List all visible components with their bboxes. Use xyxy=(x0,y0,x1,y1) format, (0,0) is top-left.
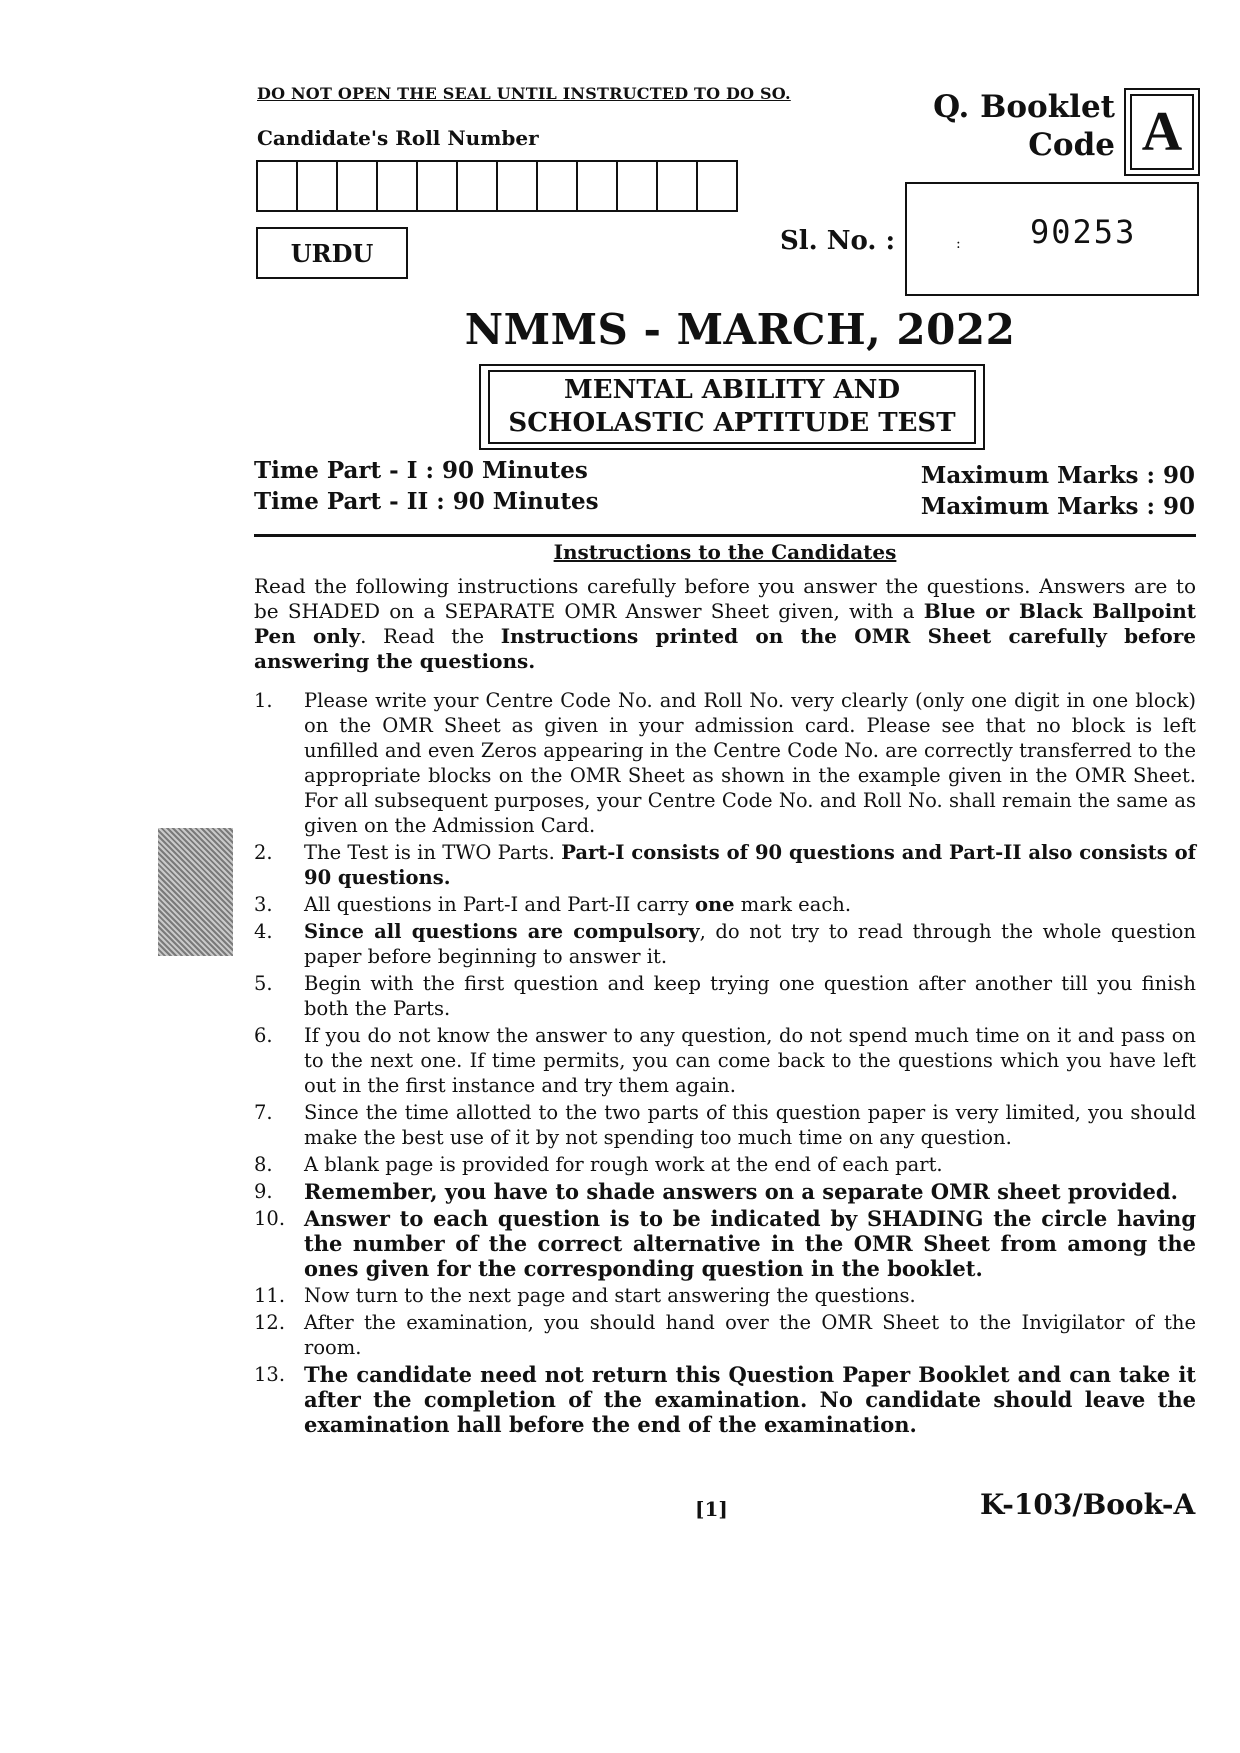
list-item xyxy=(254,971,1196,1021)
instructions-list xyxy=(254,688,1196,1439)
instructions-intro xyxy=(254,574,1196,674)
item-text: Since the time allotted to the two parts of this question paper is very limited, you should make the best use of it by not spending too much time on any question. xyxy=(304,1101,1196,1149)
intro-text: Read the following instructions carefully before you answer the questions. Answers are to be SHADED on a SEPARATE OMR Answer Sheet given, with a xyxy=(254,574,1196,623)
booklet-code-letter: A xyxy=(1130,94,1194,170)
item-number: 11. xyxy=(254,1284,286,1307)
time-part-1: Time Part - I : 90 Minutes xyxy=(254,457,588,484)
test-name-line1: MENTAL ABILITY AND xyxy=(564,375,900,405)
booklet-code-label xyxy=(915,88,1115,164)
list-item xyxy=(254,919,1196,969)
item-number: 12. xyxy=(254,1311,286,1334)
item-number: 1. xyxy=(254,689,273,712)
item-number: 8. xyxy=(254,1153,273,1176)
booklet-label-line1: Q. Booklet xyxy=(933,89,1115,125)
item-number: 13. xyxy=(254,1363,286,1386)
roll-number-boxes xyxy=(256,160,738,212)
item-number: 7. xyxy=(254,1101,273,1124)
list-item xyxy=(254,1100,1196,1150)
intro-text: . Read the xyxy=(360,624,501,648)
page-number: [1] xyxy=(695,1497,728,1521)
intro-bold-omr: Instructions printed on the OMR Sheet carefully before answering the questions. xyxy=(254,624,1196,673)
list-item xyxy=(254,1310,1196,1360)
item-text: The candidate need not return this Question Paper Booklet and can take it after the completion of the examination. No candidate should leave the examination hall before the end of the examination. xyxy=(304,1362,1196,1437)
roll-number-label: Candidate's Roll Number xyxy=(257,126,539,150)
item-text: Remember, you have to shade answers on a separate OMR sheet provided. xyxy=(304,1179,1178,1204)
item-text: A blank page is provided for rough work at the end of each part. xyxy=(304,1153,943,1176)
list-item xyxy=(254,1152,1196,1177)
list-item xyxy=(254,1179,1196,1204)
marks-info xyxy=(880,460,1195,522)
item-text: If you do not know the answer to any question, do not spend much time on it and pass on to the next one. If time permits, you can come back to the questions which you have left out in the first instance and try them again. xyxy=(304,1024,1196,1097)
serial-number-separator: : xyxy=(956,236,961,252)
list-item xyxy=(254,1206,1196,1281)
item-text: The Test is in TWO Parts. Part-I consists of 90 questions and Part-II also consists of 90 questions. xyxy=(304,841,1196,889)
divider xyxy=(254,534,1196,537)
instructions-heading: Instructions to the Candidates xyxy=(553,540,897,564)
scan-artifact xyxy=(158,828,233,956)
roll-digit-box xyxy=(618,162,658,210)
booklet-label-line2: Code xyxy=(1028,127,1115,163)
roll-digit-box xyxy=(458,162,498,210)
item-text: Since all questions are compulsory, do not try to read through the whole question paper before beginning to answer it. xyxy=(304,920,1196,968)
item-number: 2. xyxy=(254,841,273,864)
item-text: Please write your Centre Code No. and Roll No. very clearly (only one digit in one block) on the OMR Sheet as given in your admission card. Please see that no block is left unfilled and even Zeros appearing in the Centre Code No. are correctly transferred to the appropriate blocks on the OMR Sheet as shown in the example given in the OMR Sheet. For all subsequent purposes, your Centre Code No. and Roll No. shall remain the same as given on the Admission Card. xyxy=(304,689,1196,837)
item-text: All questions in Part-I and Part-II carry one mark each. xyxy=(304,893,852,916)
marks-part-1: Maximum Marks : 90 xyxy=(920,462,1195,489)
marks-part-2: Maximum Marks : 90 xyxy=(920,493,1195,520)
roll-digit-box xyxy=(498,162,538,210)
serial-number-label: Sl. No. : xyxy=(780,226,896,256)
time-info xyxy=(254,455,599,517)
item-number: 10. xyxy=(254,1207,286,1230)
list-item xyxy=(254,688,1196,838)
roll-digit-box xyxy=(338,162,378,210)
item-number: 3. xyxy=(254,893,273,916)
test-name-line2: SCHOLASTIC APTITUDE TEST xyxy=(508,408,956,438)
roll-digit-box xyxy=(378,162,418,210)
list-item xyxy=(254,1283,1196,1308)
item-text: Begin with the first question and keep trying one question after another till you finish both the Parts. xyxy=(304,972,1196,1020)
intro-bold-pen: Blue or Black Ballpoint Pen only xyxy=(254,599,1196,648)
item-text: Now turn to the next page and start answering the questions. xyxy=(304,1284,916,1307)
item-number: 4. xyxy=(254,920,273,943)
item-number: 6. xyxy=(254,1024,273,1047)
serial-number-value: 90253 xyxy=(1030,213,1137,251)
exam-title: NMMS - MARCH, 2022 xyxy=(464,305,1016,354)
roll-digit-box xyxy=(658,162,698,210)
booklet-code-box xyxy=(1124,88,1200,176)
roll-digit-box xyxy=(258,162,298,210)
booklet-reference: K-103/Book-A xyxy=(980,1488,1196,1521)
roll-digit-box xyxy=(538,162,578,210)
test-name-box xyxy=(479,364,985,450)
item-text: Answer to each question is to be indicated by SHADING the circle having the number of the correct alternative in the OMR Sheet from among the ones given for the corresponding question in the booklet. xyxy=(304,1206,1196,1281)
list-item xyxy=(254,1023,1196,1098)
list-item xyxy=(254,1362,1196,1437)
roll-digit-box xyxy=(298,162,338,210)
language-label: URDU xyxy=(290,238,374,268)
roll-digit-box xyxy=(578,162,618,210)
list-item xyxy=(254,840,1196,890)
roll-digit-box xyxy=(418,162,458,210)
item-number: 9. xyxy=(254,1180,273,1203)
list-item xyxy=(254,892,1196,917)
item-number: 5. xyxy=(254,972,273,995)
time-part-2: Time Part - II : 90 Minutes xyxy=(254,488,599,515)
roll-digit-box xyxy=(698,162,736,210)
language-box xyxy=(256,227,408,279)
item-text: After the examination, you should hand over the OMR Sheet to the Invigilator of the room. xyxy=(304,1311,1196,1359)
seal-instruction: DO NOT OPEN THE SEAL UNTIL INSTRUCTED TO DO SO. xyxy=(257,84,791,103)
